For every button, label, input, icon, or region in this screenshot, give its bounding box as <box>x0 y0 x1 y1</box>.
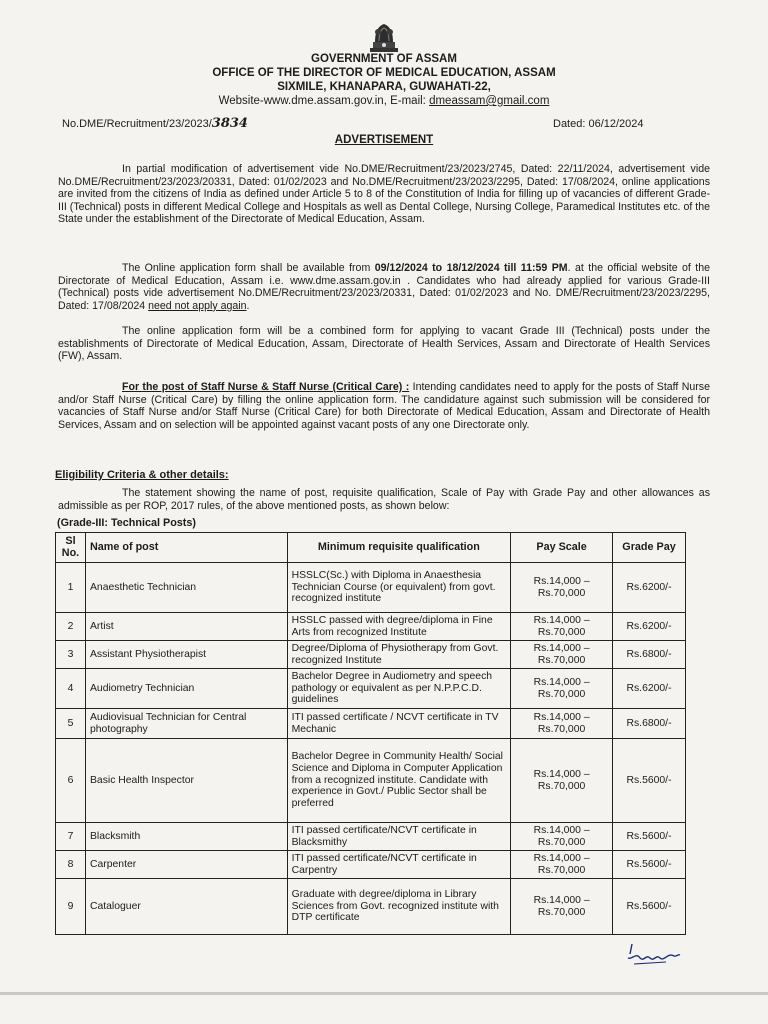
page-bottom-edge <box>0 992 768 995</box>
table-row <box>56 739 686 823</box>
cell-post: Audiovisual Technician for Central photography <box>85 709 287 739</box>
paragraph-staff-nurse <box>58 381 710 431</box>
cell-grade-pay: Rs.6200/- <box>613 669 686 709</box>
cell-grade-pay: Rs.6200/- <box>613 613 686 641</box>
table-row <box>56 563 686 613</box>
header-government: GOVERNMENT OF ASSAM <box>311 53 457 65</box>
header-office: OFFICE OF THE DIRECTOR OF MEDICAL EDUCATION, ASSAM <box>212 67 556 79</box>
paragraph-statement <box>58 487 710 512</box>
cell-pay-scale: Rs.14,000 – Rs.70,000 <box>511 851 613 879</box>
col-header-post: Name of post <box>85 533 287 563</box>
website-text: Website-www.dme.assam.gov.in, E-mail: <box>218 95 430 107</box>
cell-pay-scale: Rs.14,000 – Rs.70,000 <box>511 823 613 851</box>
para2-text-b: . at the official website of the Directorate of Medical Education, Assam i.e. www.dme.assam.gov.in . Candidates who had already applied for various Grade-III (Technical) posts vide advertisement No.DME/Recruitment/23/2023/20331, Dated: 01/02/2023 and No. DME/Recruitment/23/2023/2295, Dated: 17/08/2024 <box>58 262 711 312</box>
cell-qualification: Graduate with degree/diploma in Library Sciences from Govt. recognized institute with DTP certificate <box>287 879 511 935</box>
cell-qualification: Bachelor Degree in Community Health/ Social Science and Diploma in Computer Application from a recognized institute. Candidate with experience in Govt./ Public Sector shall be preferred <box>287 739 511 823</box>
paragraph-application-window <box>58 262 710 312</box>
cell-sl: 4 <box>56 669 86 709</box>
col-header-sl: Sl No. <box>56 533 86 563</box>
cell-post: Carpenter <box>85 851 287 879</box>
cell-sl: 1 <box>56 563 86 613</box>
cell-grade-pay: Rs.6800/- <box>613 709 686 739</box>
cell-pay-scale: Rs.14,000 – Rs.70,000 <box>511 669 613 709</box>
cell-grade-pay: Rs.6800/- <box>613 641 686 669</box>
col-header-qualification: Minimum requisite qualification <box>287 533 511 563</box>
table-row <box>56 709 686 739</box>
cell-post: Blacksmith <box>85 823 287 851</box>
table-row <box>56 669 686 709</box>
cell-post: Cataloguer <box>85 879 287 935</box>
para2-text-a: The Online application form shall be available from <box>122 262 375 274</box>
cell-sl: 3 <box>56 641 86 669</box>
no-reapply-note: need not apply again <box>148 299 247 312</box>
cell-qualification: HSSLC(Sc.) with Diploma in Anaesthesia Technician Course (or equivalent) from govt. recognized institute <box>287 563 511 613</box>
cell-qualification: ITI passed certificate/NCVT certificate in Carpentry <box>287 851 511 879</box>
cell-pay-scale: Rs.14,000 – Rs.70,000 <box>511 709 613 739</box>
posts-table <box>55 532 686 935</box>
cell-qualification: Degree/Diploma of Physiotherapy from Govt. recognized Institute <box>287 641 511 669</box>
issue-date: Dated: 06/12/2024 <box>553 118 644 130</box>
table-header-row <box>56 533 686 563</box>
staff-nurse-heading: For the post of Staff Nurse & Staff Nurse (Critical Care) : <box>122 381 410 393</box>
cell-pay-scale: Rs.14,000 – Rs.70,000 <box>511 613 613 641</box>
cell-grade-pay: Rs.5600/- <box>613 879 686 935</box>
para3-text: The online application form will be a combined form for applying to vacant Grade III (Technical) posts under the establishments of Directorate of Medical Education, Assam, Directorate of Health Services, Assam and Directorate of Health Services (FW), Assam. <box>58 325 710 363</box>
table-row <box>56 641 686 669</box>
col-header-grade-pay: Grade Pay <box>613 533 686 563</box>
para4-text: Intending candidates need to apply for the posts of Staff Nurse and/or Staff Nurse (Critical Care) by filling the online application form. The candidature against such submission will be considered for vacancies of Staff Nurse and/or Staff Nurse (Critical Care) for both Directorate of Medical Education, Assam and Directorate of Health Services, Assam and on selection will be appointed against vacant posts of any one Directorate only. <box>58 381 710 431</box>
table-row <box>56 879 686 935</box>
cell-sl: 5 <box>56 709 86 739</box>
cell-pay-scale: Rs.14,000 – Rs.70,000 <box>511 739 613 823</box>
email-link[interactable]: dmeassam@gmail.com <box>429 95 550 107</box>
header-contact <box>0 94 768 109</box>
signature-icon <box>622 940 682 970</box>
para2-text-c: . <box>246 299 250 312</box>
cell-sl: 9 <box>56 879 86 935</box>
cell-post: Assistant Physiotherapist <box>85 641 287 669</box>
cell-grade-pay: Rs.5600/- <box>613 851 686 879</box>
reference-number <box>62 116 248 131</box>
cell-qualification: ITI passed certificate / NCVT certificate in TV Mechanic <box>287 709 511 739</box>
cell-sl: 8 <box>56 851 86 879</box>
national-emblem-icon <box>366 20 402 54</box>
col-header-pay-scale: Pay Scale <box>511 533 613 563</box>
cell-post: Anaesthetic Technician <box>85 563 287 613</box>
cell-grade-pay: Rs.6200/- <box>613 563 686 613</box>
cell-grade-pay: Rs.5600/- <box>613 823 686 851</box>
table-row <box>56 613 686 641</box>
cell-pay-scale: Rs.14,000 – Rs.70,000 <box>511 563 613 613</box>
cell-qualification: ITI passed certificate/NCVT certificate in Blacksmithy <box>287 823 511 851</box>
cell-sl: 2 <box>56 613 86 641</box>
page-title: ADVERTISEMENT <box>334 134 434 146</box>
cell-grade-pay: Rs.5600/- <box>613 739 686 823</box>
reference-prefix: No.DME/Recruitment/23/2023/ <box>62 118 212 130</box>
table-row <box>56 851 686 879</box>
cell-pay-scale: Rs.14,000 – Rs.70,000 <box>511 641 613 669</box>
cell-pay-scale: Rs.14,000 – Rs.70,000 <box>511 879 613 935</box>
table-row <box>56 823 686 851</box>
application-dates: 09/12/2024 to 18/12/2024 till 11:59 PM <box>374 262 568 274</box>
cell-post: Artist <box>85 613 287 641</box>
cell-qualification: Bachelor Degree in Audiometry and speech pathology or equivalent as per N.P.P.C.D. guidelines <box>287 669 511 709</box>
grade-title: (Grade-III: Technical Posts) <box>57 517 196 529</box>
paragraph-partial-modification <box>58 163 710 226</box>
header-address: SIXMILE, KHANAPARA, GUWAHATI-22, <box>277 81 491 93</box>
cell-sl: 6 <box>56 739 86 823</box>
handwritten-number: 3834 <box>211 116 248 131</box>
para5-text: The statement showing the name of post, requisite qualification, Scale of Pay with Grade Pay and other allowances as admissible as per ROP, 2017 rules, of the above mentioned posts, as shown below: <box>58 487 710 512</box>
cell-post: Basic Health Inspector <box>85 739 287 823</box>
cell-post: Audiometry Technician <box>85 669 287 709</box>
para1-text: In partial modification of advertisement vide No.DME/Recruitment/23/2023/2745, Dated: 22/11/2024, advertisement vide No.DME/Recruitment/23/2023/20331, Dated: 01/02/2023 and No.DME/Recruitment/23/2023/2295, Dated: 17/08/2024, online applications are invited from the citizens of India as defined under Article 5 to 8 of the Constitution of India for filling up of vacancies of different Grade-III (Technical) posts in different Medical College and Hospitals as well as Dental College, Nursing College, Paramedical Institutes etc. of the State under the establishment of the Directorate of Medical Education, Assam. <box>58 163 710 226</box>
cell-sl: 7 <box>56 823 86 851</box>
cell-qualification: HSSLC passed with degree/diploma in Fine Arts from recognized Institute <box>287 613 511 641</box>
eligibility-heading: Eligibility Criteria & other details: <box>55 469 229 481</box>
paragraph-combined-form <box>58 325 710 363</box>
